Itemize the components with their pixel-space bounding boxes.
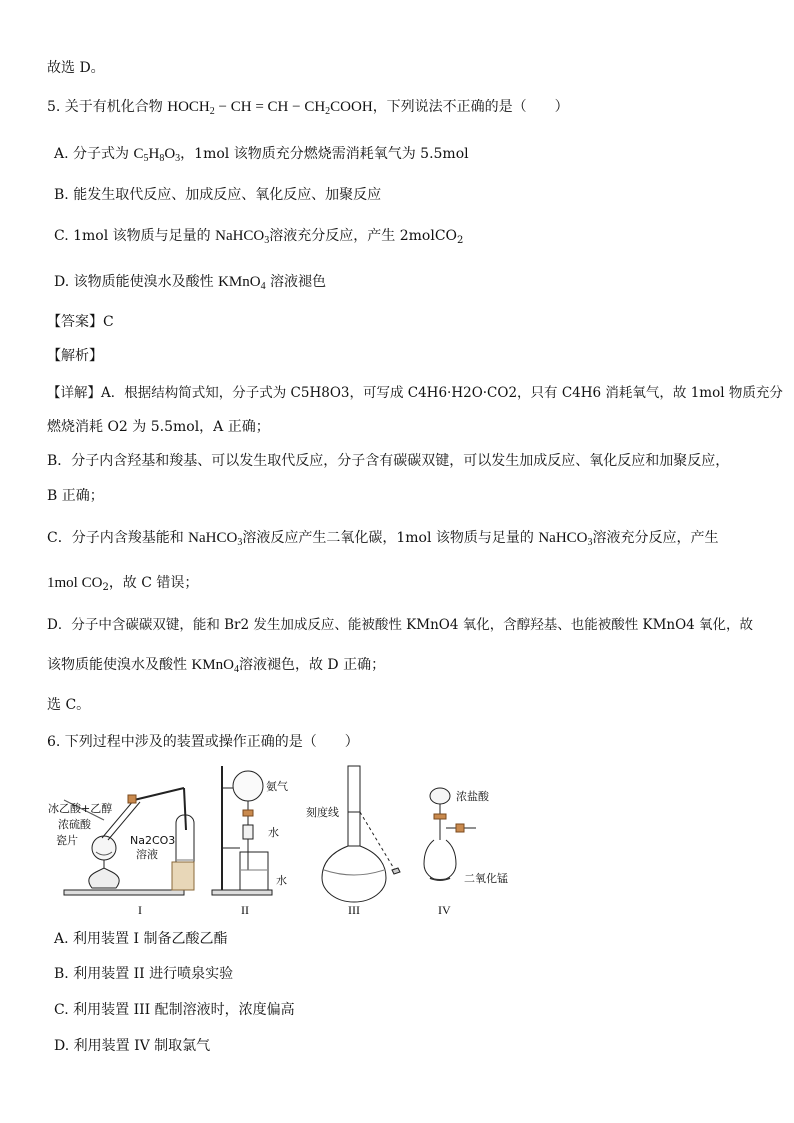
label-na2co3-solution: 溶液 [136,848,158,861]
label-conc-h2so4: 浓硫酸 [58,818,91,831]
q6-option-d: D. 利用装置 IV 制取氯气 [54,1038,211,1054]
q5-detail-line-2: 燃烧消耗 O2 为 5.5mol，A 正确； [47,419,270,435]
q5-stem-prefix: 5. 关于有机化合物 [47,99,168,115]
q5-detail-line-3: B．分子内含羟基和羧基、可以发生取代反应，分子含有碳碳双键，可以发生加成反应、氧化反应和加聚反应， [47,453,730,469]
previous-conclusion: 故选 D。 [47,60,105,76]
label-na2co3: Na2CO3 [130,834,176,847]
q6-option-b: B. 利用装置 II 进行喷泉实验 [54,966,234,982]
label-mno2: 二氧化锰 [464,872,508,885]
question-5-stem [47,97,569,117]
q5-formula: $HOCH_2$ − CH = CH − $CH_2COOH$ [167,99,373,117]
q5-option-a: A. 分子式为 $C_5H_8O_3$，1mol 该物质充分燃烧需消耗氧气为 5.5mol [54,146,469,164]
label-roman-ii: II [241,903,249,917]
label-roman-i: I [138,903,142,917]
apparatus-diagram [44,760,544,920]
label-roman-iii: III [348,903,360,917]
q5-detail-line-7: D．分子中含碳碳双键，能和 Br2 发生加成反应、能被酸性 KMnO4 氧化，含醇羟基、也能被酸性 KMnO4 氧化，故 [47,617,754,633]
q5-detail-line-8: 该物质能使溴水及酸性 KMnO$_4$溶液褪色，故 D 正确； [47,657,386,675]
q5-detail-line-1: 【详解】A．根据结构简式知，分子式为 C5H8O3，可写成 C4H6·H2O·CO2，只有 C4H6 消耗氧气，故 1mol 物质充分 [47,385,783,401]
label-ammonia: 氨气 [266,780,288,793]
q6-option-c: C. 利用装置 III 配制溶液时，浓度偏高 [54,1002,295,1018]
q5-detail-line-5: C．分子内含羧基能和 NaHCO$_3$溶液反应产生二氧化碳，1mol 该物质与足量的 NaHCO$_3$溶液充分反应，产生 [47,530,719,548]
label-porcelain: 瓷片 [56,834,78,847]
label-scale-line: 刻度线 [306,806,339,819]
q5-stem-suffix: ，下列说法不正确的是（ ） [372,99,569,115]
label-water-bottom: 水 [276,874,287,887]
apparatus-iii [322,766,400,902]
label-conc-hcl: 浓盐酸 [456,790,489,803]
apparatus-ii [212,766,272,895]
label-acid-mix: 冰乙酸+乙醇 [48,802,113,815]
q5-answer: 【答案】C [47,314,114,330]
label-roman-iv: IV [438,903,451,917]
q5-option-b: B. 能发生取代反应、加成反应、氧化反应、加聚反应 [54,187,382,203]
q5-detail-line-4: B 正确； [47,488,104,504]
q5-analysis-heading: 【解析】 [47,348,103,364]
apparatus-figure [44,760,544,920]
q5-option-c: C. 1mol 该物质与足量的 NaHCO$_3$溶液充分反应，产生 2molCO$_2$ [54,228,464,246]
q5-conclusion: 选 C。 [47,697,91,713]
label-water-top: 水 [268,826,279,839]
q5-detail-line-6: 1mol $CO_2$，故 C 错误； [47,575,199,593]
question-6-stem: 6. 下列过程中涉及的装置或操作正确的是（ ） [47,734,359,750]
q6-option-a: A. 利用装置 I 制备乙酸乙酯 [54,931,228,947]
q5-option-d: D. 该物质能使溴水及酸性 KMnO$_4$ 溶液褪色 [54,274,327,292]
